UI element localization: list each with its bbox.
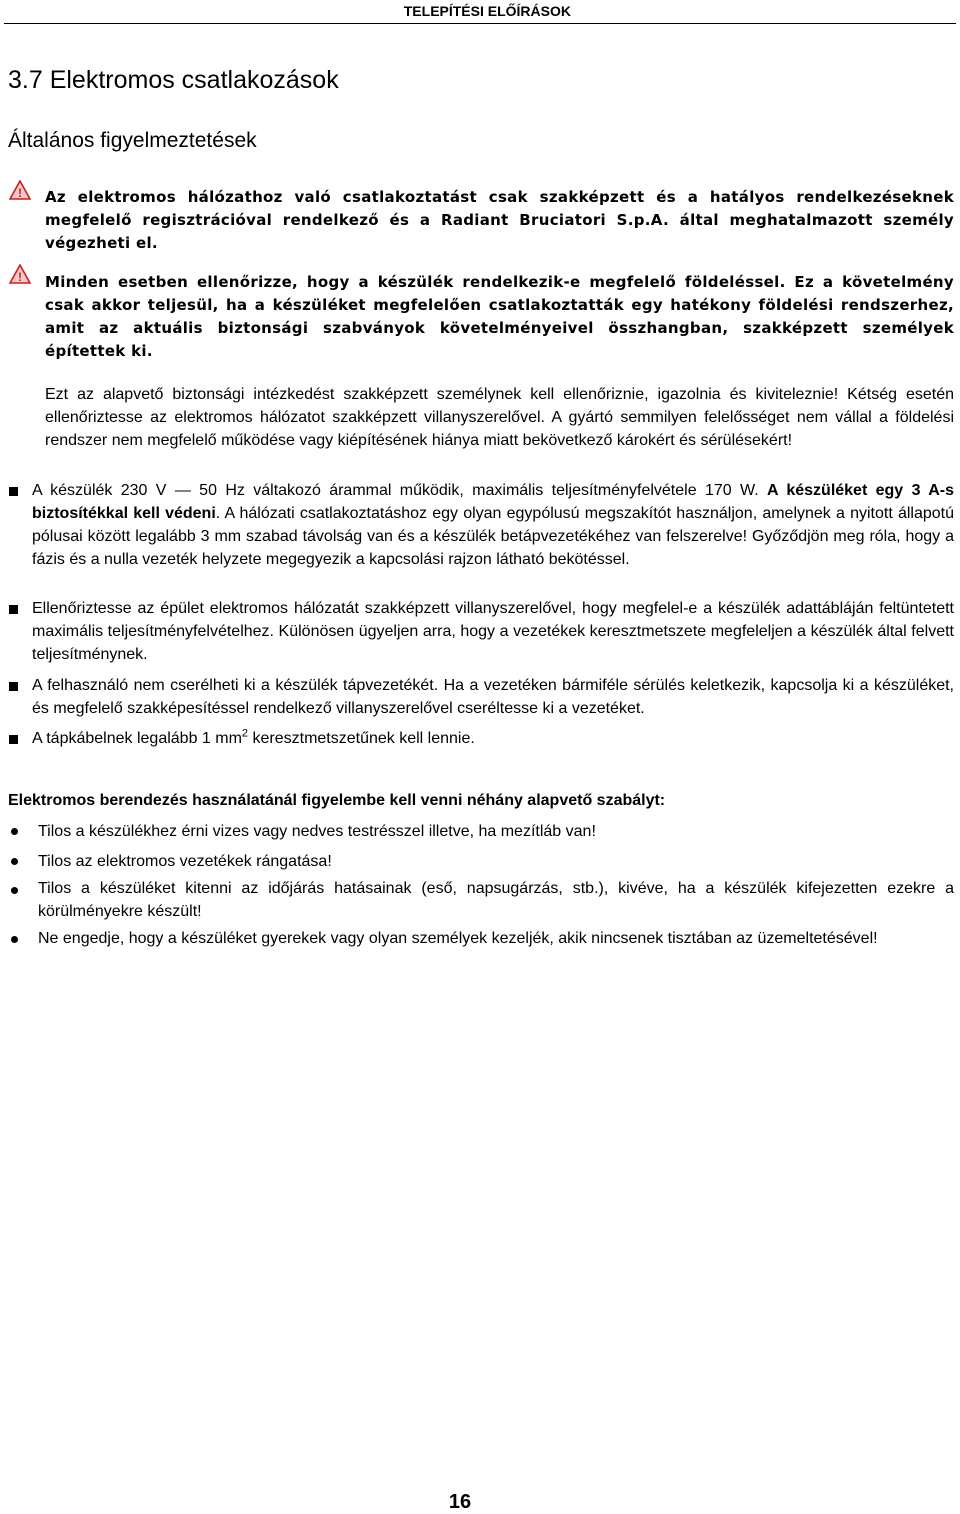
- requirement-item-power: A készülék 230 V — 50 Hz váltakozó árammal működik, maximális teljesítményfelvétele 170 W. A készüléket egy 3 A-s biztosítékkal kell védeni. A hálózati csatlakoztatáshoz egy olyan egypólusú megszakítót használjon, amelynek a nyitott állapotú pólusai között legalább 3 mm szabad távolság van és a készülék betápvezetékéhez van felszerelve! Győződjön meg róla, hogy a fázis és a nulla vezeték helyzete megegyezik a kapcsolási rajzon látható bekötéssel.: [32, 482, 955, 568]
- section-title: 3.7 Elektromos csatlakozások: [8, 66, 339, 94]
- rule-item: Ne engedje, hogy a készüléket gyerekek vagy olyan személyek kezeljék, akik nincsenek tisztában az üzemeltetésével!: [38, 930, 878, 947]
- square-bullet-icon: [9, 682, 18, 691]
- requirement-item-power-cable: A felhasználó nem cserélheti ki a készülék tápvezetékét. Ha a vezetéken bármiféle sérülés keletkezik, kapcsolja ki a készüléket, és megfelelő szakképesítéssel rendelkező villanyszerelővel cseréltesse ki a vezetéket.: [32, 677, 954, 717]
- warning-text-authorized-personnel: Az elektromos hálózathoz való csatlakoztatást csak szakképzett és a hatályos rendelkezéseknek megfelelő regisztrációval rendelkező és a Radiant Bruciatori S.p.A. által meghatalmazott személy végezheti el.: [45, 188, 954, 252]
- round-bullet-icon: [11, 936, 18, 943]
- svg-text:!: !: [18, 186, 22, 200]
- rules-heading: Elektromos berendezés használatánál figyelembe kell venni néhány alapvető szabályt:: [8, 792, 666, 809]
- page-number: 16: [448, 1491, 472, 1513]
- rule-item: Tilos az elektromos vezetékek rángatása!: [38, 853, 332, 870]
- square-bullet-icon: [9, 735, 18, 744]
- warning-triangle-icon: [9, 264, 31, 284]
- round-bullet-icon: [11, 828, 18, 835]
- round-bullet-icon: [11, 887, 18, 894]
- warning-triangle-icon: [9, 180, 31, 200]
- svg-text:!: !: [18, 270, 22, 284]
- rule-item: Tilos a készülékhez érni vizes vagy nedves testrésszel illetve, ha mezítláb van!: [38, 823, 596, 840]
- requirement-item-cable-cross-section: A tápkábelnek legalább 1 $mm^2$ keresztmetszetűnek kell lennie.: [32, 727, 475, 747]
- running-header: TELEPÍTÉSI ELŐÍRÁSOK: [403, 3, 571, 19]
- safety-note-paragraph: Ezt az alapvető biztonsági intézkedést szakképzett személynek kell ellenőriznie, igazolnia és kiviteleznie! Kétség esetén ellenőriztesse az elektromos hálózatot szakképzett villanyszerelővel. A gyártó semmilyen felelősséget nem vállal a földelési rendszer nem megfelelő működése vagy kiépítésének hiánya miatt bekövetkező károkért és sérülésekért!: [45, 386, 954, 449]
- requirement-item-network-check: Ellenőriztesse az épület elektromos hálózatát szakképzett villanyszerelővel, hogy megfelel-e a készülék adattábláján feltüntetett maximális teljesítményfelvételhez. Különösen ügyeljen arra, hogy a vezetékek keresztmetszete megfeleljen a készülék által felvett teljesítménynek.: [32, 600, 954, 663]
- rule-item: Tilos a készüléket kitenni az időjárás hatásainak (eső, napsugárzás, stb.), kivéve, ha a készülék kifejezetten ezekre a körülményekre készült!: [38, 880, 954, 920]
- header-divider: [4, 23, 956, 24]
- subsection-title: Általános figyelmeztetések: [8, 129, 257, 152]
- round-bullet-icon: [11, 858, 18, 865]
- square-bullet-icon: [9, 605, 18, 614]
- square-bullet-icon: [9, 487, 18, 496]
- warning-text-grounding: Minden esetben ellenőrizze, hogy a készülék rendelkezik-e megfelelő földeléssel. Ez a követelmény csak akkor teljesül, ha a készüléket megfelelően csatlakoztatták egy hatékony földelési rendszerhez, amit az aktuális biztonsági szabványok követelményeivel összhangban, szakképzett személyek építettek ki.: [45, 273, 954, 360]
